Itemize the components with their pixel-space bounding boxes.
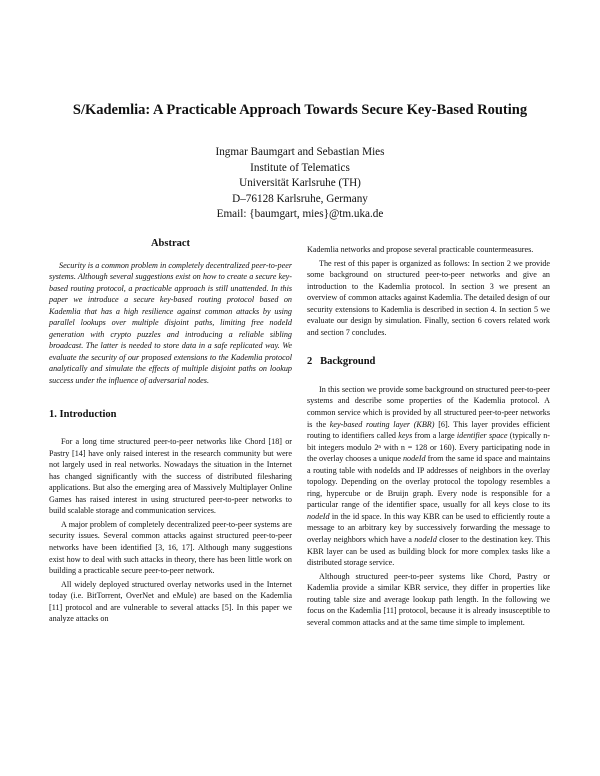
intro-continuation: Kademlia networks and propose several practicable countermeasures.	[307, 245, 534, 254]
right-column	[307, 244, 550, 628]
author-address: D–76128 Karlsruhe, Germany	[232, 192, 368, 205]
paper-title: S/Kademlia: A Practicable Approach Towards Secure Key-Based Routing	[72, 102, 528, 118]
left-column	[49, 232, 292, 625]
abstract-text: Security is a common problem in completely decentralized peer-to-peer systems. Although several suggestions exist on how to create a secure key-based routing protocol, a practicable approach is still unattended. In this paper we introduce a secure key-based routing protocol based on Kademlia that has a high resilience against common attacks by using parallel lookups over multiple disjoint paths, limiting free nodeId generation with crypto puzzles and introducing a reliable sibling broadcast. The latter is needed to store data in a safe replicated way. We evaluate the security of our proposed extensions to the Kademlia protocol analytically and simulate the effects of multiple disjoint paths on lookup success under the influence of adversarial nodes.	[49, 260, 292, 386]
author-email: Email: {baumgart, mies}@tm.uka.de	[216, 208, 384, 221]
background-heading: 2 Background	[307, 356, 376, 368]
author-names: Ingmar Baumgart and Sebastian Mies	[215, 146, 385, 158]
background-paragraph-1: In this section we provide some background on structured peer-to-peer systems and describe some properties of the Kademlia protocol. A common service which is provided by all structured peer-to-peer networks is the key-based routing layer (KBR) [6]. This layer provides efficient routing to identifiers called keys from a large identifier space (typically n-bit integers modulo 2ⁿ with n = 128 or 160). Every participating node in the overlay chooses a unique nodeId from the same id space and maintains a routing table with nodeIds and IP addresses of neighbors in the overlay topology. Depending on the overlay protocol the topology resembles a ring, hypercube or de Bruijn graph. Every node is responsible for a particular range of the identifier space, usually for all keys close to its nodeId in the id space. In this way KBR can be used to efficiently route a message to an arbitrary key by successively forwarding the message to overlay neighbors which have a nodeId closer to the destination key. This KBR layer can be used as building block for more complex tasks like a distributed storage service.	[307, 384, 550, 568]
author-institute: Institute of Telematics	[250, 161, 350, 174]
author-block	[0, 145, 600, 223]
intro-paragraph-3: All widely deployed structured overlay networks used in the Internet today (i.e. BitTorrent, OverNet and eMule) are based on the Kademlia [11] protocol and are vulnerable to several attacks [5]. In this paper we analyze attacks on	[49, 579, 292, 624]
introduction-body	[49, 436, 292, 625]
paper-outline-paragraph: The rest of this paper is organized as follows: In section 2 we provide some background on structured peer-to-peer networks and give an introduction to the Kademlia protocol. In section 3 we present an overview of common attacks against Kademlia. The detailed design of our security extensions to Kademlia is described in section 4. In section 5 we evaluate our design by simulation. Finally, section 6 covers related work and section 7 concludes.	[307, 258, 550, 337]
abstract	[49, 260, 292, 387]
author-university: Universität Karlsruhe (TH)	[239, 177, 361, 190]
intro-paragraph-2: A major problem of completely decentralized peer-to-peer systems are security issues. Several common attacks against structured peer-to-peer networks have been identified [3, 16, 17]. Although many suggestions exist how to deal with such attacks in theory, there has been little work on building a practicable secure peer-to-peer network.	[49, 519, 292, 576]
introduction-heading: 1. Introduction	[49, 408, 117, 420]
abstract-heading: Abstract	[150, 238, 191, 249]
background-paragraph-2: Although structured peer-to-peer systems like Chord, Pastry or Kademlia provide a similar KBR service, they differ in properties like routing table size and average lookup path length. In the following we focus on the Kademlia [11] protocol, because it is already insusceptible to several common attacks and at the same time simple to implement.	[307, 571, 550, 627]
intro-paragraph-1: For a long time structured peer-to-peer networks like Chord [18] or Pastry [14] have only raised interest in the research community but were not largely used in real networks. Nowadays the situation in the Internet has changed significantly with the success of distributed filesharing applications. But also the emerging area of Massively Multiplayer Online Games has raised interest in using structured peer-to-peer networks to build scalable storage and communication services.	[49, 437, 292, 516]
